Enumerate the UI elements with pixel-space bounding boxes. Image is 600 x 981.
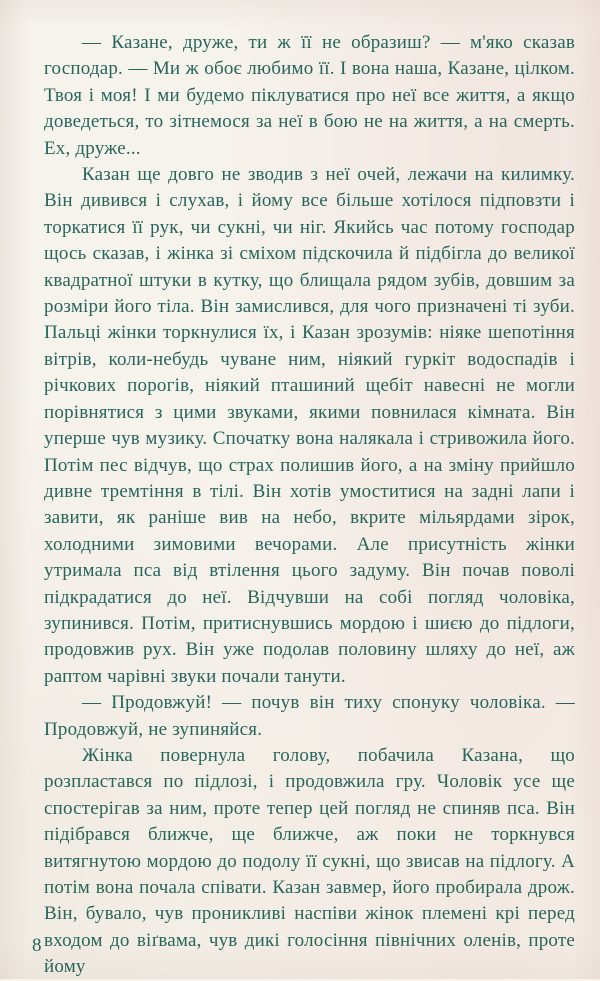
- paragraph: — Казане, друже, ти ж її не образиш? — м'яко сказав господар. — Ми ж обоє любимо її. І вона наша, Казане, цілком. Твоя і моя! І ми будемо піклуватися про неї все життя, а якщо доведеться, то зітнемося за неї в бою не на життя, а на смерть. Ех, друже...: [44, 32, 575, 159]
- paragraph: — Продовжуй! — почув він тиху спонуку чоловіка. — Продовжуй, не зупиняйся.: [44, 692, 575, 740]
- paragraph: Жінка повернула голову, побачила Казана, що розпластався по підлозі, і продовжила гру. Чоловік усе ще спостерігав за ним, проте тепер цей погляд не спиняв пса. Він підібрався ближче, ще ближче, аж поки не торкнувся витягнутою мордою до подолу її сукні, що звисав на підлогу. А потім вона почала співати. Казан завмер, його пробирала дрож. Він, бувало, чув проникливі наспіви жінок племені крі перед входом до віґвама, чув дикі голосіння північних оленів, проте йому: [44, 744, 575, 978]
- page-number: 8: [32, 935, 42, 956]
- page-text: [44, 30, 575, 981]
- paragraph: Казан ще довго не зводив з неї очей, лежачи на килимку. Він дивився і слухав, і йому все більше хотілося підповзти і торкатися її рук, чи сукні, чи ніг. Якийсь час потому господар щось сказав, і жінка зі сміхом підскочила й підбігла до великої квадратної штуки в кутку, що блищала рядом зубів, довшим за розміри його тіла. Він замислився, для чого призначені ті зуби. Пальці жінки торкнулися їх, і Казан зрозумів: ніяке шепотіння вітрів, коли-небудь чуване ним, ніякий гуркіт водоспадів і річкових порогів, ніякий пташиний щебіт навесні не могли порівнятися з цими звуками, якими повнилася кімната. Він уперше чув музику. Спочатку вона налякала і стривожила його. Потім пес відчув, що страх полишив його, а на зміну прийшло дивне тремтіння в тілі. Він хотів умоститися на задні лапи і завити, як раніше вив на небо, вкрите мільярдами зірок, холодними зимовими вечорами. Але присутність жінки утримала пса від втілення цього задуму. Він почав поволі підкрадатися до неї. Відчувши на собі погляд чоловіка, зупинився. Потім, притиснувшись мордою і шиєю до підлоги, продовжив рух. Він уже подолав половину шляху до неї, аж раптом чарівні звуки почали танути.: [44, 164, 575, 687]
